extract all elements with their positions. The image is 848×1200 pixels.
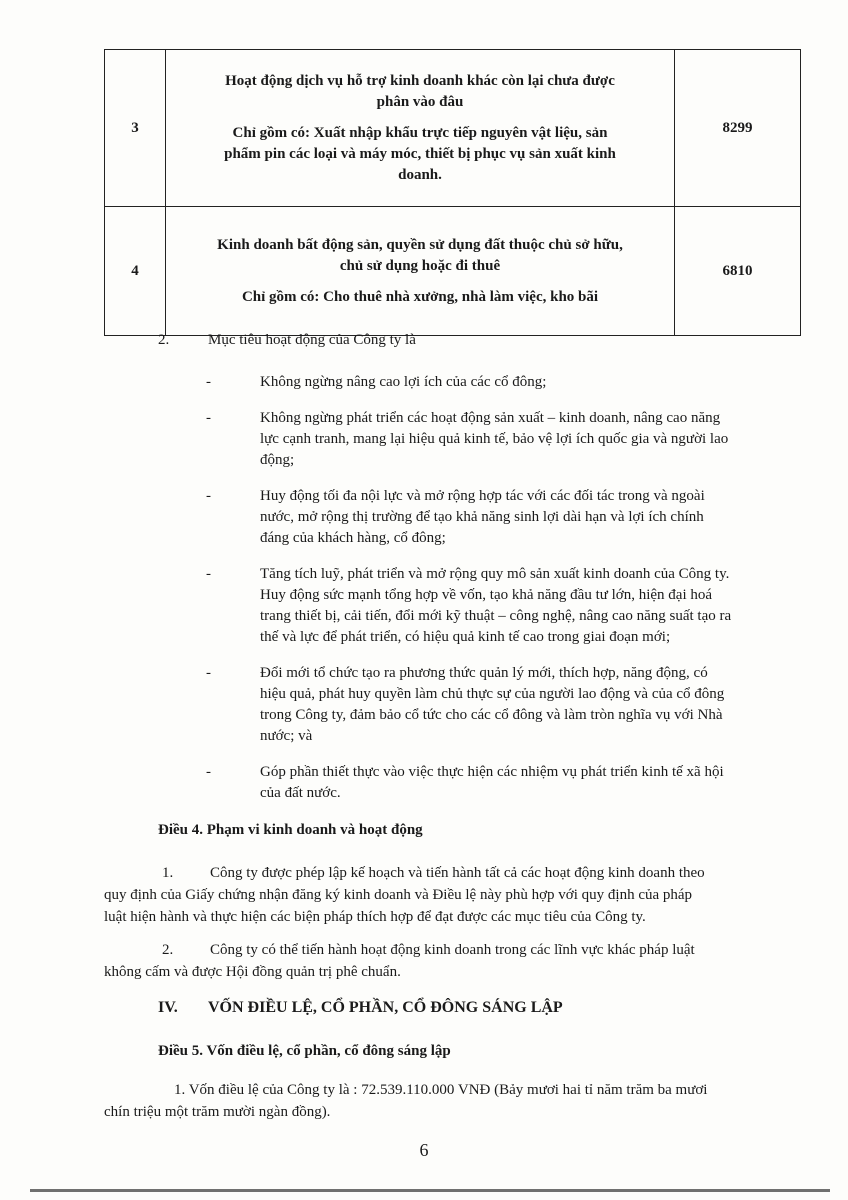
article-4-paragraph-1: 1. Công ty được phép lập kế hoạch và tiến hành tất cả các hoạt động kinh doanh theo quy định của Giấy chứng nhận đăng ký kinh doanh và Điều lệ này phù hợp với quy định của pháp luật hiện hành và thực hiện các biện pháp thích hợp để đạt được các mục tiêu của Công ty. [104, 862, 801, 928]
dash-marker: - [206, 665, 211, 681]
paragraph-number: 1. [162, 865, 174, 881]
objectives-intro [158, 332, 416, 349]
list-item: - Không ngừng phát triển các hoạt động sản xuất – kinh doanh, nâng cao năng lực cạnh tranh, mang lại hiệu quả kinh tế, bảo vệ lợi ích quốc gia và người lao động; [206, 410, 729, 468]
article-4-paragraph-2: 2. Công ty có thể tiến hành hoạt động kinh doanh trong các lĩnh vực khác pháp luật không cấm và được Hội đồng quản trị phê chuẩn. [104, 939, 801, 983]
page-number: 6 [419, 1140, 429, 1160]
list-item: - Huy động tối đa nội lực và mở rộng hợp tác với các đối tác trong và ngoài nước, mở rộng thị trường để tạo khả năng sinh lợi dài hạn và lợi ích chính đáng của khách hàng, cổ đông; [206, 488, 705, 546]
table-row [105, 50, 801, 207]
activity-code: 6810 [675, 207, 801, 336]
table-row [105, 207, 801, 336]
objectives-intro-text: Mục tiêu hoạt động của Công ty là [208, 332, 416, 348]
scan-edge-line [30, 1189, 830, 1192]
red-stamp-mark [832, 690, 846, 860]
paragraph-number: 2. [158, 332, 170, 348]
row-number: 4 [105, 207, 166, 336]
activity-code: 8299 [675, 50, 801, 207]
paragraph-number: 2. [162, 942, 174, 958]
activity-name: Kinh doanh bất động sản, quyền sử dụng đất thuộc chủ sở hữu, chủ sử dụng hoặc đi thuê [217, 236, 623, 274]
activity-detail: Chỉ gồm có: Cho thuê nhà xưởng, nhà làm việc, kho bãi [241, 288, 599, 305]
list-item: - Góp phần thiết thực vào việc thực hiện các nhiệm vụ phát triển kinh tế xã hội của đất nước. [206, 764, 724, 801]
business-activities-table [104, 49, 801, 336]
activity-description [166, 207, 675, 336]
list-item: - Không ngừng nâng cao lợi ích của các cổ đông; [206, 372, 806, 393]
article-5-paragraph-1: 1. Vốn điều lệ của Công ty là : 72.539.110.000 VNĐ (Bảy mươi hai tỉ năm trăm ba mươi chín triệu một trăm mười ngàn đồng). [104, 1082, 708, 1120]
objectives-list [206, 372, 806, 819]
dash-marker: - [206, 764, 211, 780]
dash-marker: - [206, 410, 211, 426]
section-title: VỐN ĐIỀU LỆ, CỔ PHẦN, CỔ ĐÔNG SÁNG LẬP [208, 999, 563, 1016]
section-4-heading [158, 999, 563, 1017]
section-roman-number: IV. [158, 999, 178, 1016]
article-4-heading: Điều 4. Phạm vi kinh doanh và hoạt động [158, 822, 423, 838]
activity-description [166, 50, 675, 207]
activity-detail: Chỉ gồm có: Xuất nhập khẩu trực tiếp nguyên vật liệu, sản phẩm pin các loại và máy móc, thiết bị phục vụ sản xuất kinh doanh. [224, 124, 616, 183]
row-number: 3 [105, 50, 166, 207]
list-item: - Đổi mới tổ chức tạo ra phương thức quản lý mới, thích hợp, năng động, có hiệu quả, phát huy quyền làm chủ thực sự của người lao động và của cổ đông trong Công ty, đảm bảo cổ tức cho các cổ đông và làm tròn nghĩa vụ với Nhà nước; và [206, 665, 725, 744]
dash-marker: - [206, 374, 211, 390]
dash-marker: - [206, 566, 211, 582]
list-item: - Tăng tích luỹ, phát triển và mở rộng quy mô sản xuất kinh doanh của Công ty. Huy động sức mạnh tổng hợp về vốn, tạo khả năng đầu tư lớn, hiện đại hoá trang thiết bị, cải tiến, đổi mới kỹ thuật – công nghệ, nâng cao năng suất tạo ra thế và lực để phát triển, có hiệu quả kinh tế cao trong giai đoạn mới; [206, 566, 732, 645]
article-5-heading: Điều 5. Vốn điều lệ, cổ phần, cổ đông sáng lập [158, 1043, 451, 1059]
activity-name: Hoạt động dịch vụ hỗ trợ kinh doanh khác còn lại chưa được phân vào đâu [225, 72, 615, 110]
dash-marker: - [206, 488, 211, 504]
